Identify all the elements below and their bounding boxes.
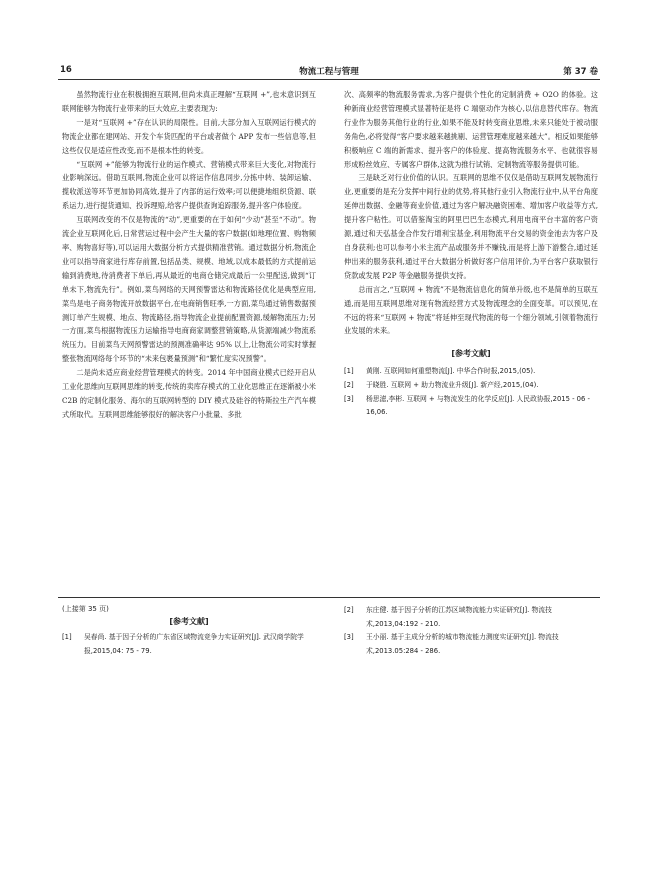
reference-text: 东庄健. 基于因子分析的江苏区域物流能力实证研究[J]. 物流技术,2013,04:192 - 210. (366, 606, 552, 628)
body-paragraph: 三是缺乏对行业价值的认识。互联网的思维不仅仅是借助互联网发展物流行业,更重要的是充分发挥中间行业的优势,将其他行业引入物流行业中,从平台角度延伸出数据、金融等商业价值,通过为客户解决融资困难、增加客户收益等方式,提升客户粘性。可以借鉴淘宝的阿里巴巴生态模式,利用电商平台丰富的客户资源,通过和天弘基金合作发行增利宝基金,利用物流平台交易的资金池去为客户及自身获利;也可以参考小米主流产品或服务并不赚钱,而是将上游下游整合,通过延伸出来的服务获利,通过平台大数据分析做好客户信用评价,为平台客户获取银行贷款或发展 P2P 等金融服务提供支持。 (344, 173, 598, 280)
reference-number: [2] (344, 606, 354, 614)
body-paragraph: 虽然物流行业在积极拥抱互联网,但尚未真正理解“互联网 +”,也未意识到互联网能够为物流行业带来的巨大效应,主要表现为: (62, 90, 316, 113)
reference-text: 于晓胜. 互联网 + 助力物流业升级[J]. 新产经,2015,(04). (366, 380, 539, 389)
body-paragraph: 二是尚未适应商业经营管理模式的转变。2014 年中国商业模式已经开启从工业化思维向互联网思维的转变,传统的卖库存模式的工业化思维正在逐渐被小米 C2B 的定制化服务、海尔的互联网转型的 DIY 模式及硅谷的特斯拉生产汽车模式所取代。互联网思维能够很好的解决客户小批量、多批 (62, 368, 316, 419)
reference-number: [3] (344, 633, 354, 642)
reference-item (62, 631, 316, 658)
reference-text: 吴春尚. 基于因子分析的广东省区域物流竞争力实证研究[J]. 武汉商学院学报,2015,04: 75 - 79. (84, 633, 304, 655)
body-paragraph: 互联网改变的不仅是物流的“动”,更重要的在于如何“少动”甚至“不动”。物流企业互联网化后,日常营运过程中会产生大量的客户数据(如地理位置、购物频率、购物喜好等),可以运用大数据分析方式提供精准营销。通过数据分析,物流企业可以指导商家进行库存前置,包括品类、规模、地域,以成本最低的方式提前运输到消费地,待消费者下单后,再从最近的电商仓储完成最后一公里配送,做到“订单未下,物流先行”。例如,菜鸟网络的天网预警雷达和物流路径优化是典型应用,菜鸟是电子商务物流开放数据平台,在电商销售旺季,一方面,菜鸟通过销售数据预测订单产生规模、地点、物流路径,指导物流企业提前配置资源,缓解物流压力;另一方面,菜鸟根据物流压力运输指导电商商家调整营销策略,从货源端减少物流系统压力。目前菜鸟天网预警雷达的预测准确率达 95% 以上,让物流公司实时掌握整张物流网络每个环节的“未来包裹量预测”和“繁忙度实况预警”。 (62, 215, 316, 364)
body-paragraph: 一是对“互联网 +”存在认识的局限性。目前,大部分加入互联网运行模式的物流企业都在建网站、开发个车货匹配的平台或者做个 APP 发布一些信息等,但这些仅仅是适应性改变,而不是根本性的转变。 (62, 117, 316, 155)
reference-item (344, 631, 598, 658)
reference-item (344, 604, 598, 631)
right-column (344, 88, 598, 420)
reference-text: 杨思滤,李彬. 互联网 + 与物流发生的化学反应[J]. 人民政协报,2015 - 06 - 16,06. (366, 394, 590, 417)
continued-references-left (62, 604, 316, 658)
reference-number: [1] (62, 633, 72, 641)
continued-references-right (344, 604, 598, 658)
section-divider (58, 597, 600, 598)
page-number: 16 (60, 65, 72, 75)
body-paragraph: 总而言之,“互联网 + 物流”不是物流信息化的简单升级,也不是简单的互联互通,而是用互联网思维对现有物流经营方式及物流理念的全面变革。可以预见,在不远的将来“互联网 + 物流”将延伸至现代物流的每一个细分领域,引领着物流行业发展的未来。 (344, 284, 598, 336)
reference-text: 王小丽. 基于主成分分析的城市物流能力测度实证研究[J]. 物流技术,2013.05:284 - 286. (366, 633, 559, 655)
volume-number: 第 37 卷 (563, 67, 598, 77)
body-paragraph: “互联网 +”能够为物流行业的运作模式、营销模式带来巨大变化,对物流行业影响深远。借助互联网,物流企业可以将运作信息同步,分拣中转、装卸运输、揽收派送等环节更加协同高效,提升了内部的运行效率;可以便捷地组织货源、联系运力,进行提货通知、投诉理赔,给客户提供查询追踪服务,提升客户体验度。 (62, 159, 316, 211)
continued-references-heading: [参考文献] (169, 617, 209, 626)
reference-text: 黄刚. 互联网如何重塑物流[J]. 中华合作时报,2015,(05). (366, 367, 536, 376)
running-header (58, 63, 600, 80)
reference-item (344, 393, 598, 420)
reference-number: [1] (344, 367, 354, 376)
reference-number: [3] (344, 394, 354, 403)
left-column (62, 88, 316, 422)
body-paragraph: 次、高频率的物流服务需求,为客户提供个性化的定制消费 + O2O 的体验。这种新商业经营管理模式显著特征是将 C 端驱动作为核心,以信息替代库存。物流行业作为服务其他行业的行业,如果不能及时转变商业思维,未来只能处于被动服务角色,必将觉得“客户要求越来越挑剔、运营管理难度越来越大”。相反如果能够积极响应 C 端的新需求、提升客户的体验度、提高物流服务水平、也就很容易形成粉丝效应、专属客户群体,这就为推行试销、定制物流等服务提供可能。 (344, 90, 599, 169)
reference-item (344, 365, 598, 379)
reference-item (344, 379, 598, 393)
reference-number: [2] (344, 380, 354, 389)
continuation-note: (上接第 35 页) (62, 605, 109, 613)
journal-title: 物流工程与管理 (299, 67, 359, 77)
references-heading: [参考文献] (451, 349, 491, 359)
